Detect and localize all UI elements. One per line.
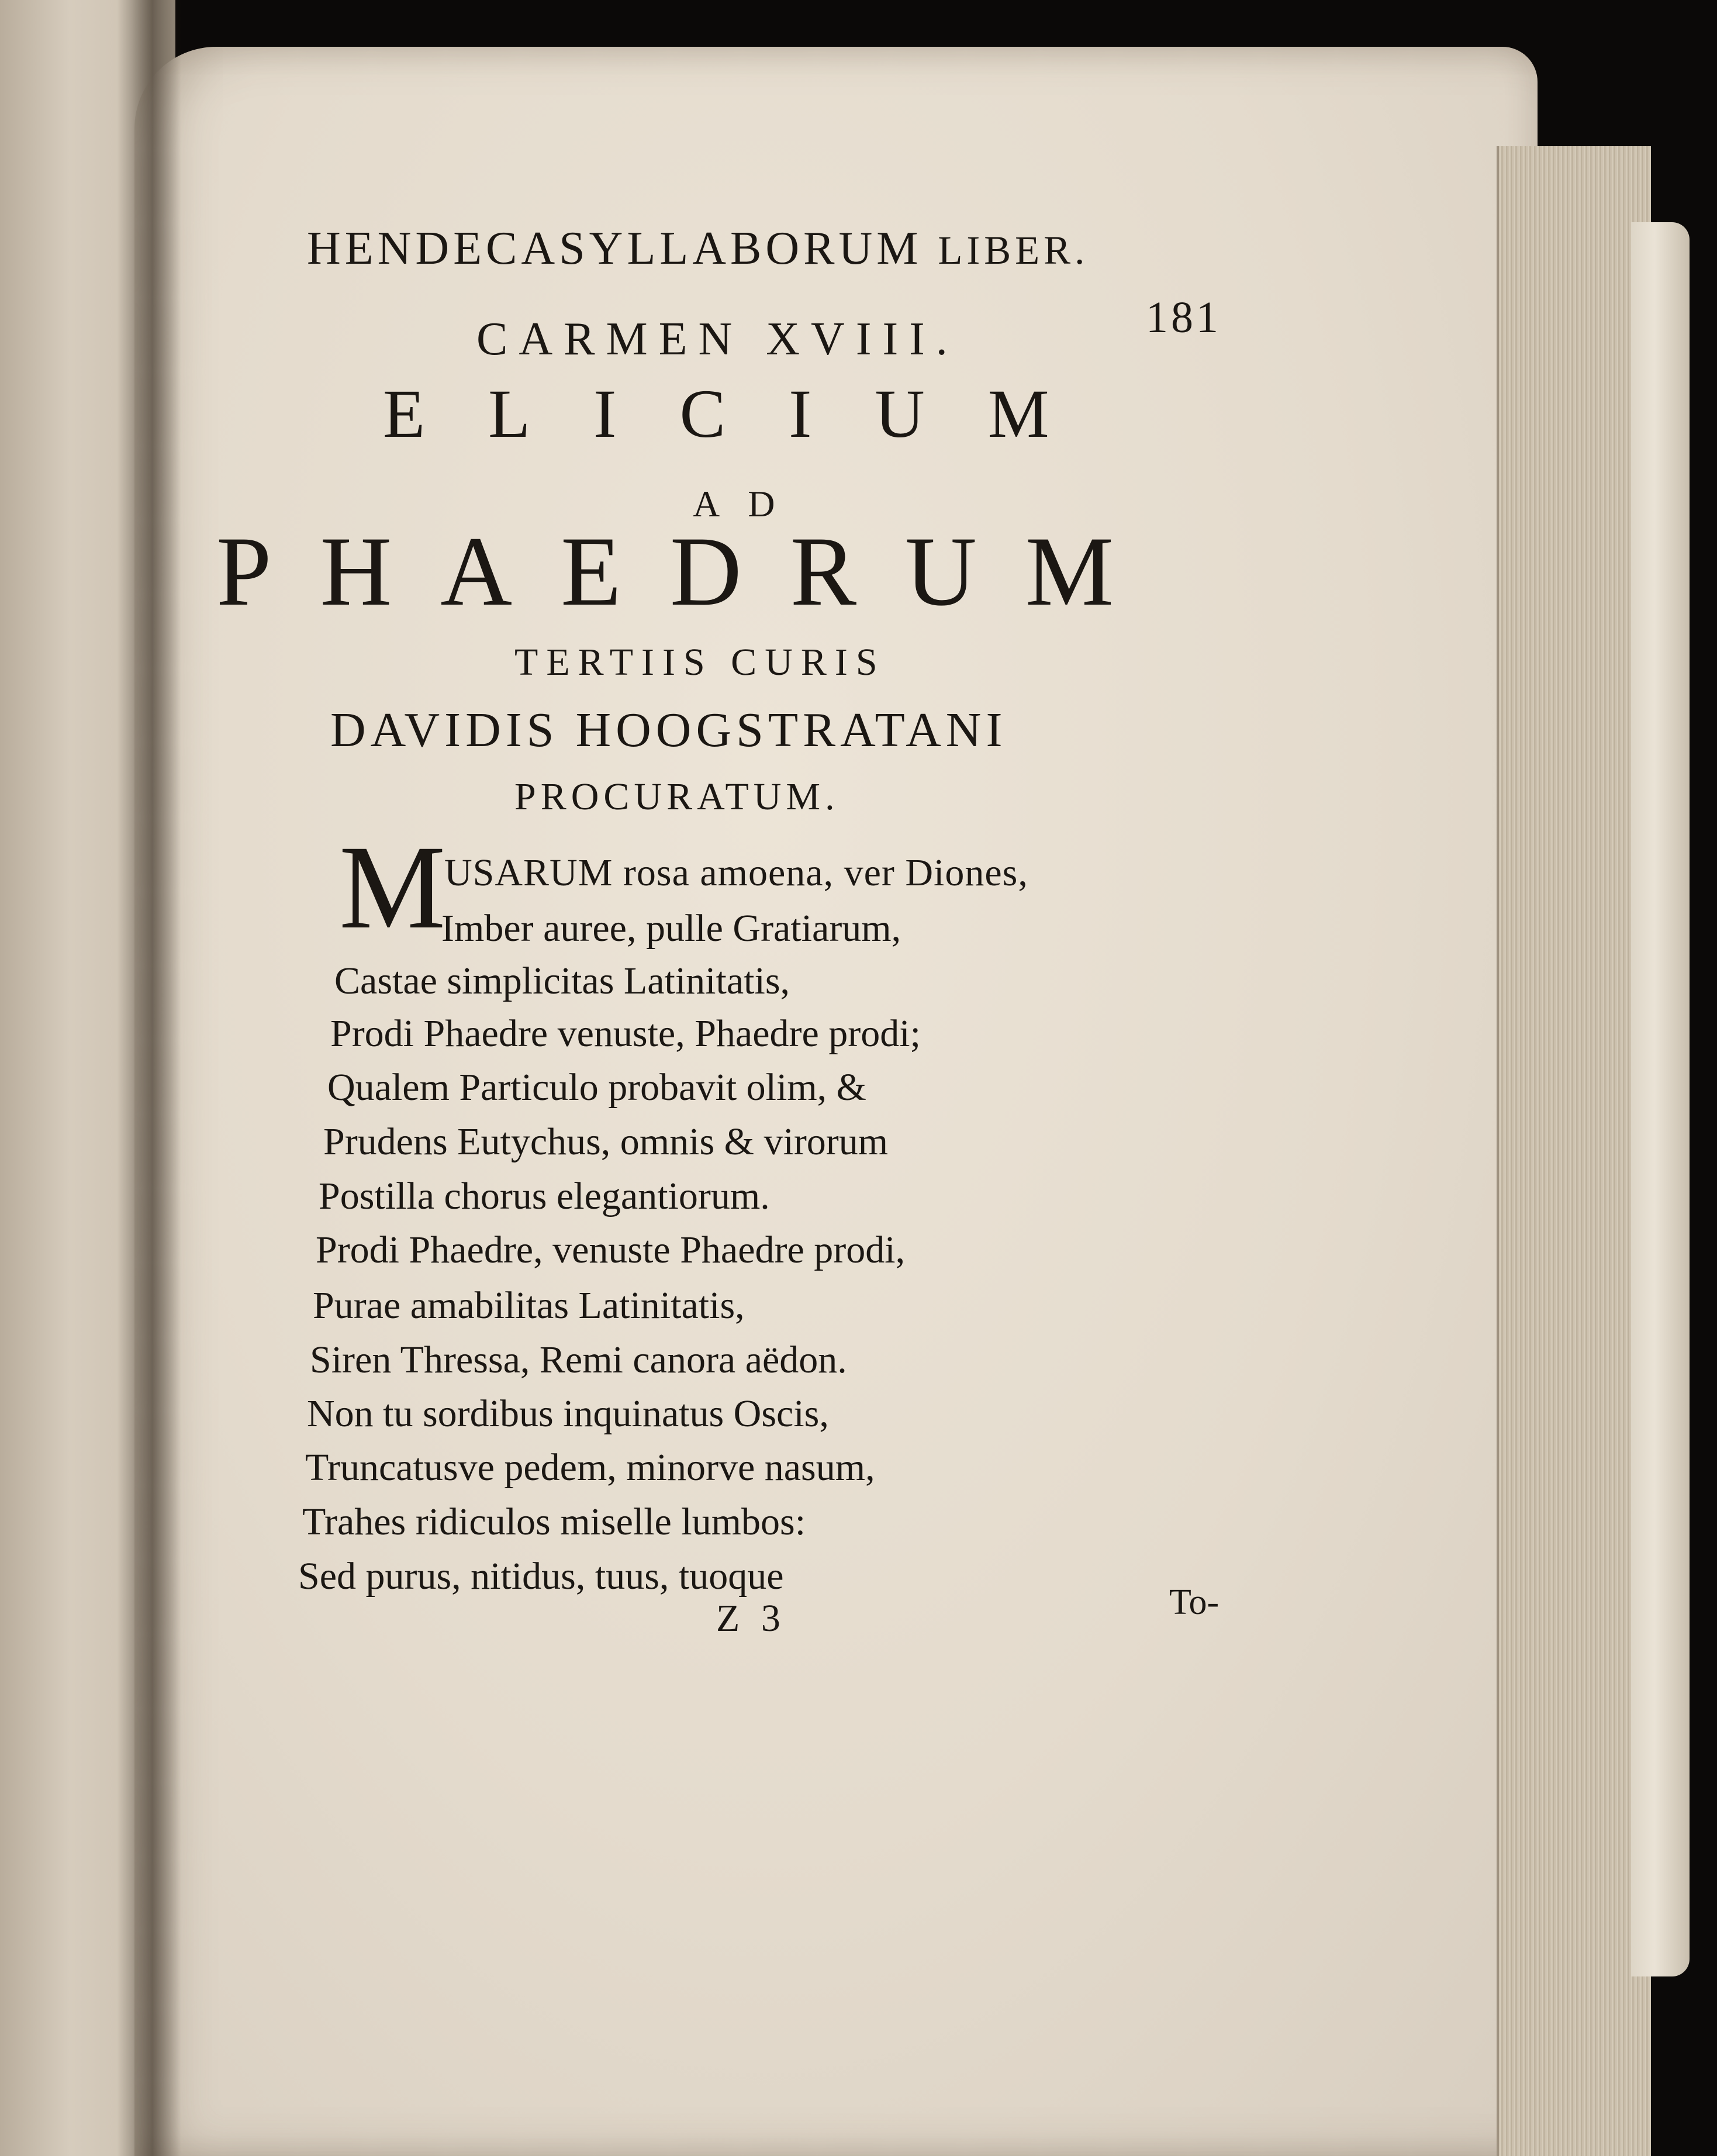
page-block-edges <box>1497 146 1651 2156</box>
poem-line: Truncatusve pedem, minorve nasum, <box>305 1446 875 1489</box>
author-name: DAVIDIS HOOGSTRATANI <box>330 703 1007 757</box>
title-ad: AD <box>693 483 803 525</box>
running-head-title: HENDECASYLLABORUM <box>307 223 923 274</box>
poem-line: Prodi Phaedre, venuste Phaedre prodi, <box>316 1229 906 1271</box>
running-head-liber: LIBER. <box>938 228 1089 272</box>
poem-line: USARUM rosa amoena, ver Diones, <box>444 851 1028 894</box>
poem-line: Non tu sordibus inquinatus Oscis, <box>307 1392 829 1435</box>
page-number: 181 <box>1146 293 1221 342</box>
poem-line: Castae simplicitas Latinitatis, <box>334 960 790 1002</box>
poem-line: Sed purus, nitidus, tuus, tuoque <box>298 1555 784 1598</box>
book-cover-edge <box>1631 222 1690 1976</box>
poem-line: Postilla chorus elegantiorum. <box>319 1175 770 1217</box>
title-elicium: ELICIUM <box>383 375 1113 452</box>
poem-line: Prodi Phaedre venuste, Phaedre prodi; <box>330 1012 921 1055</box>
drop-cap: M <box>339 821 446 954</box>
poem-line: Trahes ridiculos miselle lumbos: <box>302 1500 806 1543</box>
poem-line: Qualem Particulo probavit olim, & <box>327 1066 867 1109</box>
title-phaedrum: PHAEDRUM <box>216 516 1163 626</box>
catchword: To- <box>1169 1582 1219 1622</box>
carmen-heading: CARMEN XVIII. <box>476 313 959 365</box>
poem-line: Imber auree, pulle Gratiarum, <box>441 907 901 950</box>
poem-line: Purae amabilitas Latinitatis, <box>313 1284 745 1327</box>
running-head <box>307 222 1089 275</box>
book-gutter <box>117 0 181 2156</box>
poem-line: Prudens Eutychus, omnis & virorum <box>323 1120 889 1163</box>
procuratum-line: PROCURATUM. <box>514 775 840 818</box>
poem-line: Siren Thressa, Remi canora aëdon. <box>310 1339 847 1381</box>
subtitle-tertiis-curis: TERTIIS CURIS <box>514 641 886 684</box>
signature-mark: Z 3 <box>716 1597 786 1640</box>
